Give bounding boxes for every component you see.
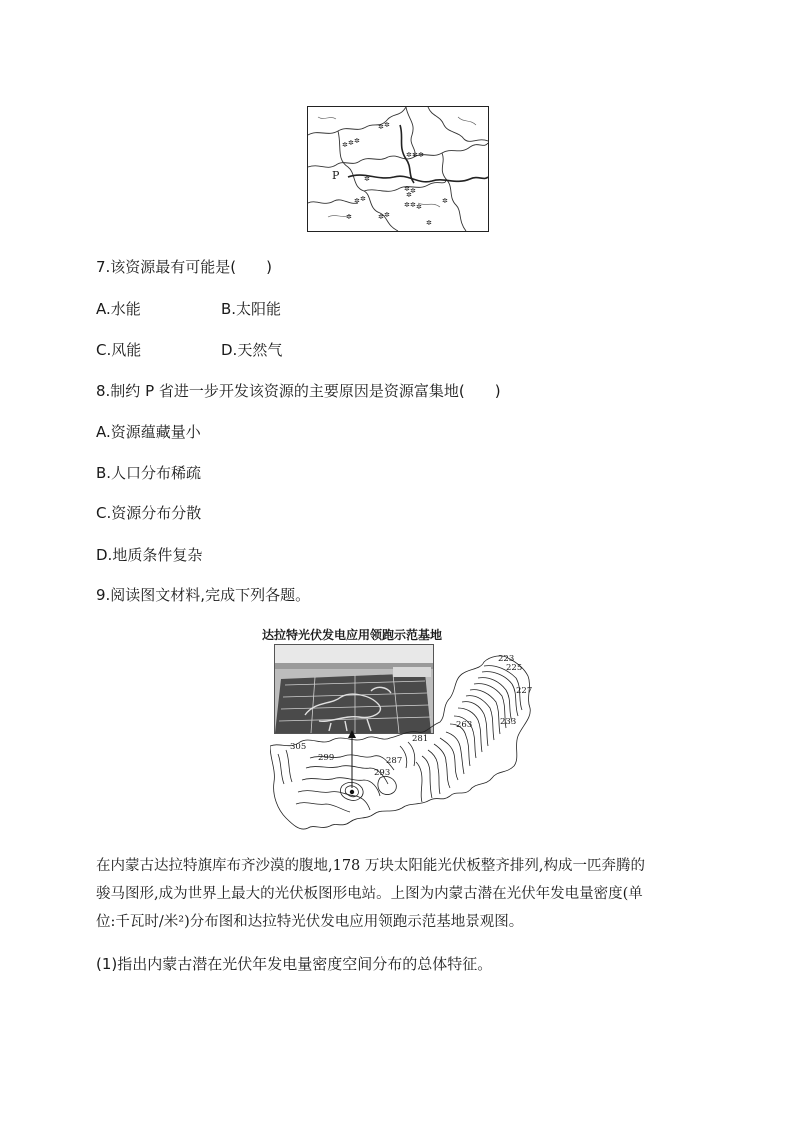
- resource-marker: ✲: [378, 123, 384, 131]
- resource-distribution-map: [307, 106, 489, 232]
- contour-label-233: 233: [500, 717, 517, 727]
- resource-marker: ✲: [346, 213, 352, 221]
- contour-label-263: 263: [456, 720, 473, 730]
- resource-marker: ✲: [342, 141, 348, 149]
- resource-marker: ✲: [410, 187, 416, 195]
- q7-option-a[interactable]: A.水能: [96, 300, 141, 318]
- q9-stem: 9.阅读图文材料,完成下列各题。: [96, 586, 311, 604]
- resource-marker: ✲: [384, 121, 390, 129]
- resource-marker: ✲: [410, 201, 416, 209]
- contour-map: [270, 646, 532, 834]
- map-border-ne: [428, 107, 488, 141]
- resource-markers: [342, 121, 448, 227]
- resource-marker: ✲: [378, 213, 384, 221]
- base-location-dot: [350, 790, 354, 794]
- map-border-west: [308, 157, 388, 167]
- contour-label-305: 305: [290, 742, 307, 752]
- contour-label-287: 287: [386, 756, 403, 766]
- map-border-north: [308, 107, 406, 135]
- resource-marker: ✲: [354, 137, 360, 145]
- resource-marker: ✲: [426, 219, 432, 227]
- resource-marker: ✲: [406, 151, 412, 159]
- q8-option-c[interactable]: C.资源分布分散: [96, 504, 202, 522]
- resource-marker: ✲: [404, 201, 410, 209]
- resource-marker: ✲: [360, 195, 366, 203]
- resource-marker: ✲: [412, 151, 418, 159]
- resource-marker: ✲: [348, 139, 354, 147]
- material-line-1: 在内蒙古达拉特旗库布齐沙漠的腹地,178 万块太阳能光伏板整齐排列,构成一匹奔腾的: [96, 858, 646, 874]
- map-label-p: P: [332, 169, 340, 182]
- material-line-2: 骏马图形,成为世界上最大的光伏板图形电站。上图为内蒙古潜在光伏年发电量密度(单: [96, 886, 643, 902]
- q7-option-d[interactable]: D.天然气: [221, 341, 283, 359]
- contour-lines: [278, 666, 522, 812]
- contour-label-227: 227: [516, 686, 533, 696]
- material-line-3: 位:千瓦时/米²)分布图和达拉特光伏发电应用领跑示范基地景观图。: [96, 914, 524, 930]
- resource-marker: ✲: [418, 151, 424, 159]
- q7-option-b[interactable]: B.太阳能: [221, 300, 282, 318]
- contour-label-223: 223: [498, 654, 515, 664]
- contour-label-281: 281: [412, 734, 429, 744]
- q9-figure: [262, 626, 532, 836]
- q9-sub1: (1)指出内蒙古潜在光伏年发电量密度空间分布的总体特征。: [96, 955, 493, 973]
- resource-marker: ✲: [406, 191, 412, 199]
- contour-label-293: 293: [374, 768, 391, 778]
- resource-marker: ✲: [404, 185, 410, 193]
- q7-option-c[interactable]: C.风能: [96, 341, 142, 359]
- resource-marker: ✲: [384, 211, 390, 219]
- map-border-east: [442, 153, 466, 231]
- figure-title: 达拉特光伏发电应用领跑示范基地: [262, 628, 443, 642]
- q8-stem: 8.制约 P 省进一步开发该资源的主要原因是资源富集地( ): [96, 382, 501, 400]
- q8-option-a[interactable]: A.资源蕴藏量小: [96, 423, 201, 441]
- resource-marker: ✲: [364, 175, 370, 183]
- contour-label-225: 225: [506, 663, 523, 673]
- resource-marker: ✲: [416, 203, 422, 211]
- q7-stem: 7.该资源最有可能是( ): [96, 258, 273, 276]
- resource-marker: ✲: [354, 197, 360, 205]
- resource-marker: ✲: [442, 197, 448, 205]
- q8-option-d[interactable]: D.地质条件复杂: [96, 546, 203, 564]
- map-border-north2: [406, 107, 415, 157]
- contour-label-299: 299: [318, 753, 335, 763]
- map-border-sw: [308, 200, 358, 203]
- q8-option-b[interactable]: B.人口分布稀疏: [96, 464, 202, 482]
